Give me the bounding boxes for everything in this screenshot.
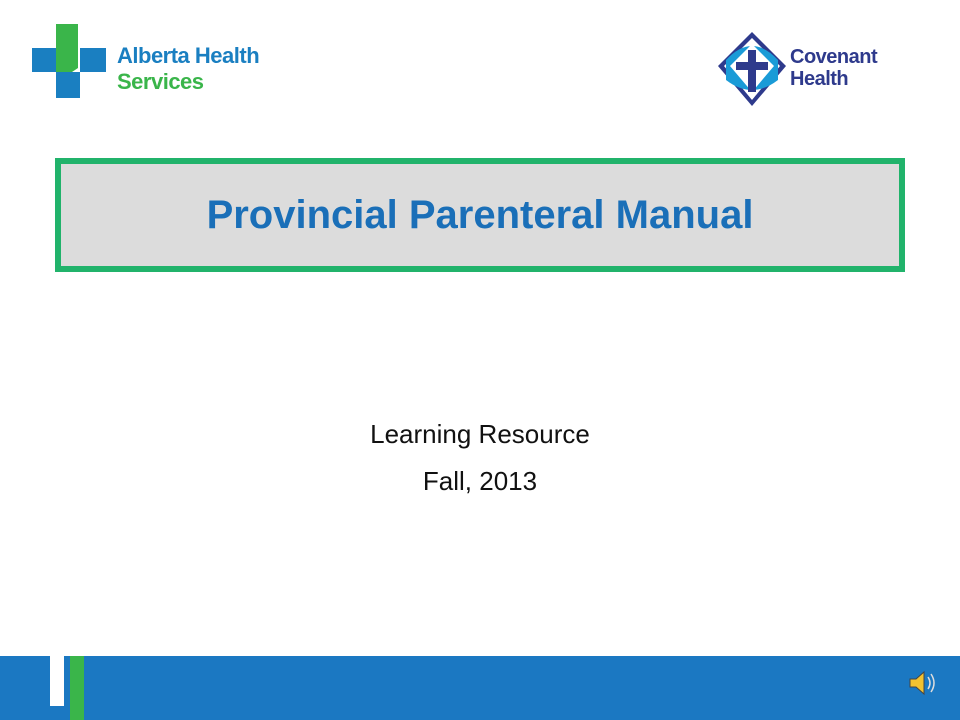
footer-logo-mark-white (50, 656, 64, 706)
speaker-icon[interactable] (906, 668, 940, 698)
title-box (55, 158, 905, 272)
footer-logo-mark-green (70, 656, 84, 720)
slide-subtitle-line2: Fall, 2013 (422, 466, 538, 496)
footer-bar (0, 656, 960, 720)
ahs-logo-text (117, 43, 259, 95)
ahs-logo-line1: Alberta Health (117, 43, 260, 68)
covenant-logo-line1: Covenant (790, 46, 878, 68)
slide-title: Provincial Parenteral Manual (206, 192, 754, 237)
covenant-logo-line2: Health (790, 68, 849, 90)
covenant-logo-text (790, 46, 877, 90)
ahs-logo-line2: Services (117, 69, 204, 94)
covenant-logo-mark (714, 30, 790, 108)
slide-subtitle-line1: Learning Resource (370, 419, 590, 449)
